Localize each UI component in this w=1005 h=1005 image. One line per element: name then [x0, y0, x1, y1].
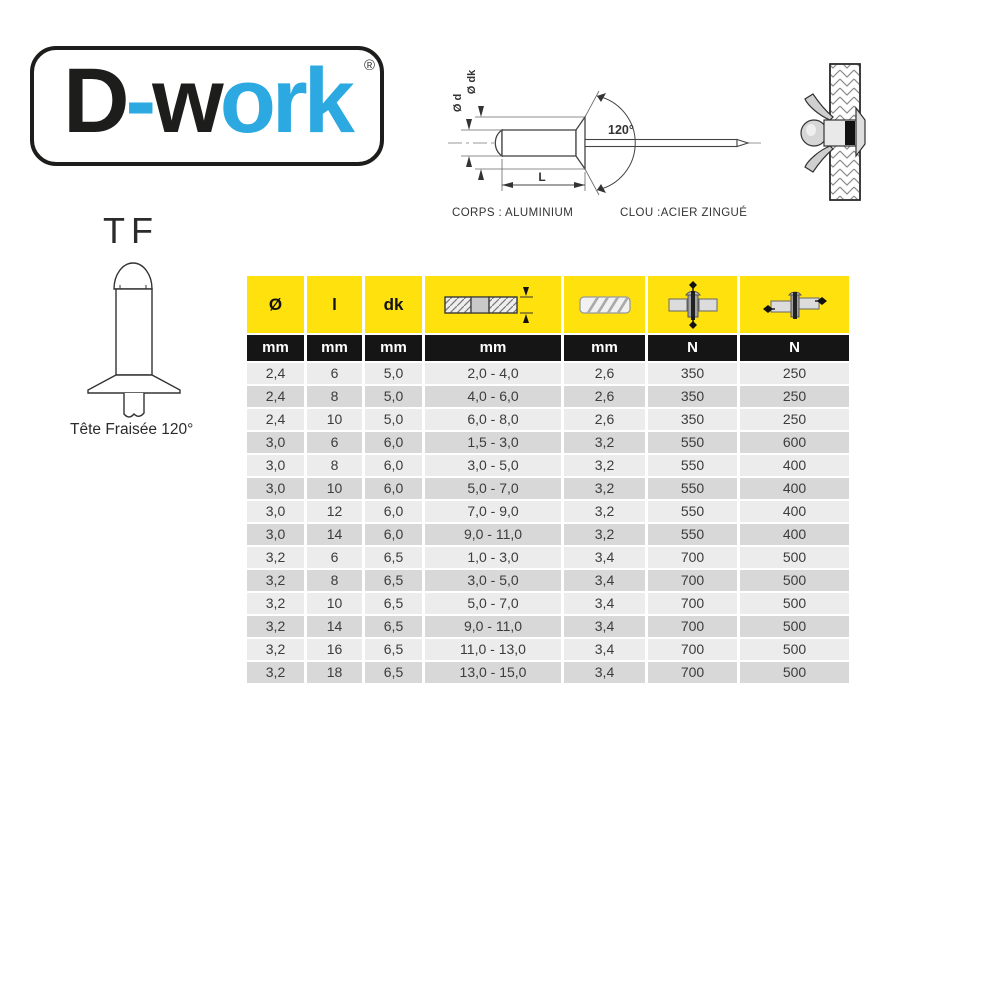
- table-cell: 550: [645, 455, 737, 478]
- table-cell: 500: [737, 616, 849, 639]
- installed-rivet-drawing: [798, 60, 898, 205]
- table-row: [247, 363, 849, 386]
- table-units-row: [247, 335, 849, 363]
- unit-cell: mm: [422, 335, 561, 363]
- shear-strength-icon: [763, 285, 827, 325]
- table-cell: 3,4: [561, 570, 645, 593]
- table-cell: 3,0 - 5,0: [422, 455, 561, 478]
- table-cell: 9,0 - 11,0: [422, 524, 561, 547]
- table-row: [247, 386, 849, 409]
- table-cell: 13,0 - 15,0: [422, 662, 561, 685]
- table-cell: 6,5: [362, 593, 422, 616]
- header-grip-range: [422, 276, 561, 335]
- table-cell: 10: [304, 478, 362, 501]
- table-row: [247, 547, 849, 570]
- table-cell: 6,0: [362, 455, 422, 478]
- rivet-dimension-drawing: [445, 55, 765, 205]
- logo-part: ork: [219, 50, 351, 152]
- table-header-row: [247, 276, 849, 335]
- unit-cell: mm: [247, 335, 304, 363]
- table-cell: 500: [737, 570, 849, 593]
- header-tensile-strength: [645, 276, 737, 335]
- table-cell: 5,0 - 7,0: [422, 478, 561, 501]
- table-cell: 2,4: [247, 386, 304, 409]
- table-cell: 2,6: [561, 409, 645, 432]
- table-cell: 400: [737, 478, 849, 501]
- tensile-strength-icon: [667, 281, 719, 329]
- brand-logo: [30, 46, 384, 166]
- logo-part: -: [125, 50, 153, 152]
- table-body: [247, 363, 849, 685]
- table-cell: 10: [304, 409, 362, 432]
- table-cell: 700: [645, 547, 737, 570]
- table-cell: 6: [304, 432, 362, 455]
- table-cell: 400: [737, 501, 849, 524]
- spec-table: [247, 276, 849, 685]
- header-shear-strength: [737, 276, 849, 335]
- table-cell: 12: [304, 501, 362, 524]
- table-cell: 3,2: [247, 639, 304, 662]
- table-cell: 3,2: [247, 547, 304, 570]
- table-cell: 9,0 - 11,0: [422, 616, 561, 639]
- table-cell: 700: [645, 570, 737, 593]
- table-cell: 6: [304, 547, 362, 570]
- logo-part: D: [63, 50, 126, 152]
- table-row: [247, 432, 849, 455]
- table-cell: 6,5: [362, 570, 422, 593]
- table-cell: 5,0 - 7,0: [422, 593, 561, 616]
- table-cell: 14: [304, 616, 362, 639]
- table-cell: 500: [737, 639, 849, 662]
- body-material-caption: CORPS : ALUMINIUM: [452, 207, 574, 219]
- table-row: [247, 593, 849, 616]
- table-cell: 2,4: [247, 363, 304, 386]
- brand-logo-text: [63, 50, 351, 157]
- table-cell: 16: [304, 639, 362, 662]
- table-cell: 350: [645, 363, 737, 386]
- product-code: TF: [103, 210, 159, 251]
- table-cell: 550: [645, 501, 737, 524]
- unit-cell: N: [645, 335, 737, 363]
- table-cell: 6,0: [362, 524, 422, 547]
- table-cell: 1,0 - 3,0: [422, 547, 561, 570]
- table-cell: 3,2: [247, 593, 304, 616]
- table-cell: 3,2: [561, 432, 645, 455]
- header-head-diameter: dk: [362, 276, 422, 335]
- table-cell: 6,0: [362, 478, 422, 501]
- table-cell: 14: [304, 524, 362, 547]
- table-cell: 3,4: [561, 662, 645, 685]
- table-cell: 2,6: [561, 363, 645, 386]
- table-cell: 3,4: [561, 593, 645, 616]
- table-cell: 6,0: [362, 432, 422, 455]
- header-drill-diameter: [561, 276, 645, 335]
- table-cell: 550: [645, 478, 737, 501]
- table-cell: 5,0: [362, 386, 422, 409]
- table-cell: 3,2: [561, 455, 645, 478]
- table-cell: 3,2: [247, 570, 304, 593]
- table-cell: 3,0: [247, 501, 304, 524]
- dim-label-d: Ø d: [452, 93, 464, 113]
- table-cell: 700: [645, 616, 737, 639]
- table-cell: 3,2: [561, 478, 645, 501]
- table-cell: 2,4: [247, 409, 304, 432]
- table-cell: 500: [737, 547, 849, 570]
- table-cell: 3,4: [561, 639, 645, 662]
- table-cell: 3,0: [247, 432, 304, 455]
- table-cell: 6,5: [362, 662, 422, 685]
- table-cell: 350: [645, 386, 737, 409]
- table-row: [247, 524, 849, 547]
- table-cell: 3,2: [247, 662, 304, 685]
- table-cell: 5,0: [362, 363, 422, 386]
- table-cell: 700: [645, 639, 737, 662]
- unit-cell: mm: [561, 335, 645, 363]
- table-cell: 11,0 - 13,0: [422, 639, 561, 662]
- table-row: [247, 501, 849, 524]
- table-row: [247, 570, 849, 593]
- dim-label-dk: Ø dk: [466, 69, 478, 95]
- table-cell: 400: [737, 455, 849, 478]
- table-cell: 3,4: [561, 616, 645, 639]
- table-cell: 6: [304, 363, 362, 386]
- table-row: [247, 455, 849, 478]
- table-row: [247, 639, 849, 662]
- table-cell: 8: [304, 386, 362, 409]
- table-cell: 350: [645, 409, 737, 432]
- table-cell: 250: [737, 363, 849, 386]
- table-cell: 6,5: [362, 616, 422, 639]
- table-cell: 550: [645, 524, 737, 547]
- table-cell: 8: [304, 455, 362, 478]
- table-cell: 3,0: [247, 478, 304, 501]
- table-cell: 550: [645, 432, 737, 455]
- table-cell: 3,0 - 5,0: [422, 570, 561, 593]
- table-row: [247, 616, 849, 639]
- table-cell: 4,0 - 6,0: [422, 386, 561, 409]
- table-cell: 3,2: [561, 524, 645, 547]
- table-cell: 2,0 - 4,0: [422, 363, 561, 386]
- dim-label-length: L: [538, 170, 546, 184]
- table-cell: 8: [304, 570, 362, 593]
- table-cell: 700: [645, 662, 737, 685]
- table-cell: 600: [737, 432, 849, 455]
- table-cell: 18: [304, 662, 362, 685]
- nail-material-caption: CLOU :ACIER ZINGUÉ: [620, 207, 748, 219]
- registered-trademark-icon: ®: [363, 57, 375, 74]
- header-diameter: Ø: [247, 276, 304, 335]
- table-cell: 3,0: [247, 455, 304, 478]
- table-cell: 6,0 - 8,0: [422, 409, 561, 432]
- unit-cell: mm: [362, 335, 422, 363]
- table-row: [247, 662, 849, 685]
- table-cell: 5,0: [362, 409, 422, 432]
- grip-range-icon: [443, 285, 543, 325]
- logo-part: w: [152, 50, 220, 152]
- drill-diameter-icon: [578, 293, 632, 317]
- table-cell: 1,5 - 3,0: [422, 432, 561, 455]
- table-cell: 6,5: [362, 639, 422, 662]
- table-cell: 10: [304, 593, 362, 616]
- table-cell: 3,2: [247, 616, 304, 639]
- table-cell: 3,0: [247, 524, 304, 547]
- table-cell: 500: [737, 593, 849, 616]
- table-cell: 3,4: [561, 547, 645, 570]
- table-cell: 6,5: [362, 547, 422, 570]
- unit-cell: mm: [304, 335, 362, 363]
- table-cell: 6,0: [362, 501, 422, 524]
- table-cell: 7,0 - 9,0: [422, 501, 561, 524]
- table-row: [247, 409, 849, 432]
- product-caption: Tête Fraisée 120°: [70, 421, 194, 438]
- unit-cell: N: [737, 335, 849, 363]
- header-length: l: [304, 276, 362, 335]
- table-row: [247, 478, 849, 501]
- table-cell: 250: [737, 409, 849, 432]
- table-cell: 400: [737, 524, 849, 547]
- table-cell: 250: [737, 386, 849, 409]
- tf-rivet-drawing: [72, 250, 192, 420]
- table-cell: 500: [737, 662, 849, 685]
- dim-label-angle: 120°: [608, 123, 634, 137]
- table-cell: 3,2: [561, 501, 645, 524]
- table-cell: 700: [645, 593, 737, 616]
- table-cell: 2,6: [561, 386, 645, 409]
